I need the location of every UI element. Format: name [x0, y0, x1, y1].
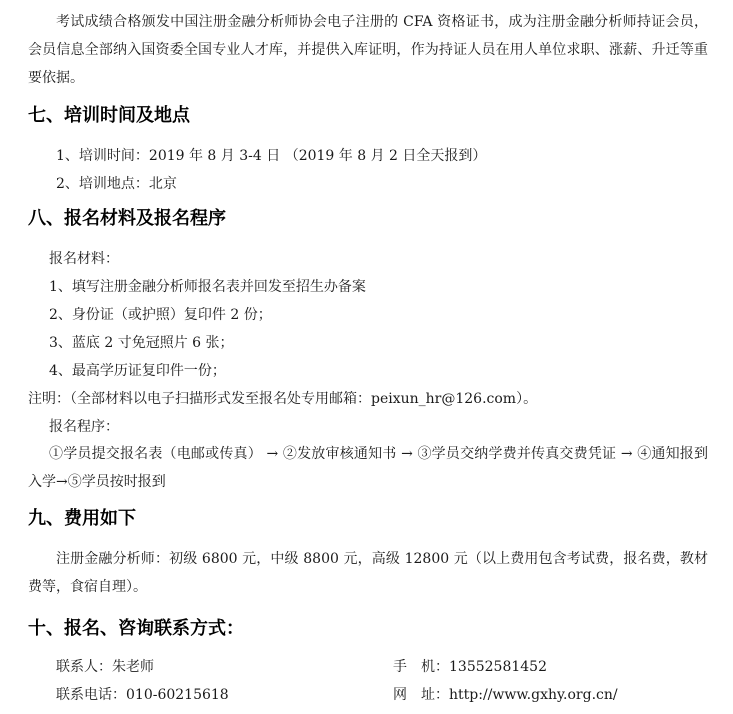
intro-paragraph: 考试成绩合格颁发中国注册金融分析师协会电子注册的 CFA 资格证书，成为注册金融分析师持证会员，会员信息全部纳入国资委全国专业人才库，并提供入库证明，作为持证人员在用人单位求职、涨薪、升迁等重要依据。 — [28, 14, 708, 86]
contact-phone: 联系电话：010-60215618 — [56, 687, 229, 703]
process-label: 报名程序： — [49, 419, 119, 435]
training-time: 1、培训时间：2019 年 8 月 3-4 日 （2019 年 8 月 2 日全天报到） — [56, 148, 487, 164]
section-8-heading: 八、报名材料及报名程序 — [28, 208, 226, 229]
contact-mobile: 手 机：13552581452 — [393, 659, 547, 675]
contact-person: 联系人：朱老师 — [56, 659, 154, 675]
material-item-4: 4、最高学历证复印件一份； — [49, 363, 226, 379]
material-item-3: 3、蓝底 2 寸免冠照片 6 张； — [49, 335, 234, 351]
material-item-2: 2、身份证（或护照）复印件 2 份； — [49, 307, 272, 323]
materials-label: 报名材料： — [49, 251, 119, 267]
process-steps: ①学员提交报名表（电邮或传真） → ②发放审核通知书 → ③学员交纳学费并传真交费凭证 → ④通知报到入学→⑤学员按时报到 — [28, 446, 708, 490]
section-10-heading: 十、报名、咨询联系方式： — [28, 618, 244, 639]
training-location: 2、培训地点：北京 — [56, 176, 177, 192]
fee-paragraph: 注册金融分析师：初级 6800 元，中级 8800 元，高级 12800 元（以上费用包含考试费，报名费，教材费等，食宿自理）。 — [28, 551, 708, 595]
contact-website: 网 址：http://www.gxhy.org.cn/ — [393, 687, 618, 703]
material-item-1: 1、填写注册金融分析师报名表并回发至招生办备案 — [49, 279, 366, 295]
submission-note: 注明：（全部材料以电子扫描形式发至报名处专用邮箱：peixun_hr@126.com）。 — [28, 391, 538, 407]
section-9-heading: 九、费用如下 — [28, 508, 136, 529]
section-7-heading: 七、培训时间及地点 — [28, 105, 190, 126]
